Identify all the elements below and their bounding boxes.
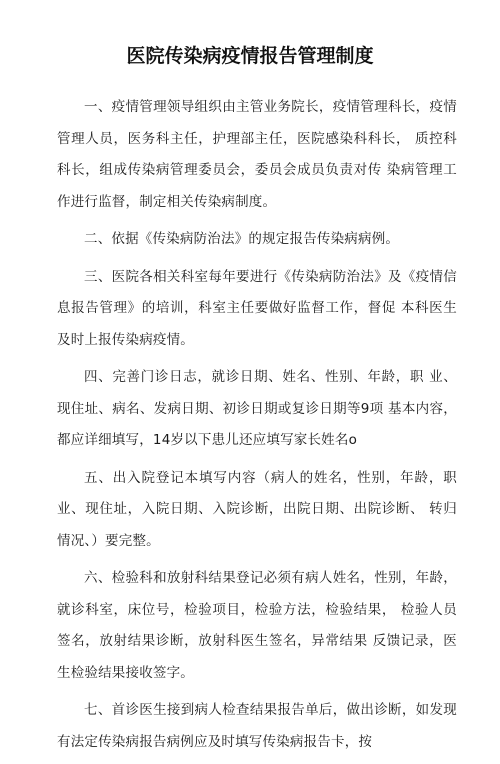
paragraph-7: 七、首诊医生接到病人检查结果报告单后，做出诊断，如发现有法定传染病报告病例应及时填写传染病报告卡，按: [57, 702, 457, 750]
paragraph-4: 四、完善门诊日志，就诊日期、姓名、性别、年龄，职 业、现住址、病名、发病日期、初诊日期或复诊日期等9项 基本内容，都应详细填写，14岁以下患儿还应填写家长姓名o: [57, 369, 457, 448]
document-body: [57, 92, 457, 764]
paragraph-2: 二、依据《传染病防治法》的规定报告传染病病例。: [84, 231, 400, 247]
paragraph-3: 三、医院各相关科室每年要进行《传染病防治法》及《疫情信息报告管理》的培训，科室主任要做好监督工作，督促 本科医生及时上报传染病疫情。: [57, 268, 457, 348]
paragraph-5: 五、出入院登记本填写内容（病人的姓名，性别，年龄，职业、现住址，入院日期、入院诊断，出院日期、出院诊断、 转归情况、）要完整。: [57, 469, 457, 549]
paragraph-1: 一、疫情管理领导组织由主管业务院长，疫情管理科长，疫情管理人员，医务科主任，护理部主任，医院感染科科长， 质控科科长，组成传染病管理委员会，委员会成员负责对传 染病管理工作进行监督，制定相关传染病制度。: [57, 99, 457, 210]
paragraph-6: 六、检验科和放射科结果登记必须有病人姓名，性别，年龄，就诊科室，床位号，检验项目，检验方法，检验结果， 检验人员签名，放射结果诊断，放射科医生签名，异常结果 反馈记录，医生检验结果接收签字。: [57, 570, 457, 681]
document-title: 医院传染病疫情报告管理制度: [126, 45, 374, 67]
